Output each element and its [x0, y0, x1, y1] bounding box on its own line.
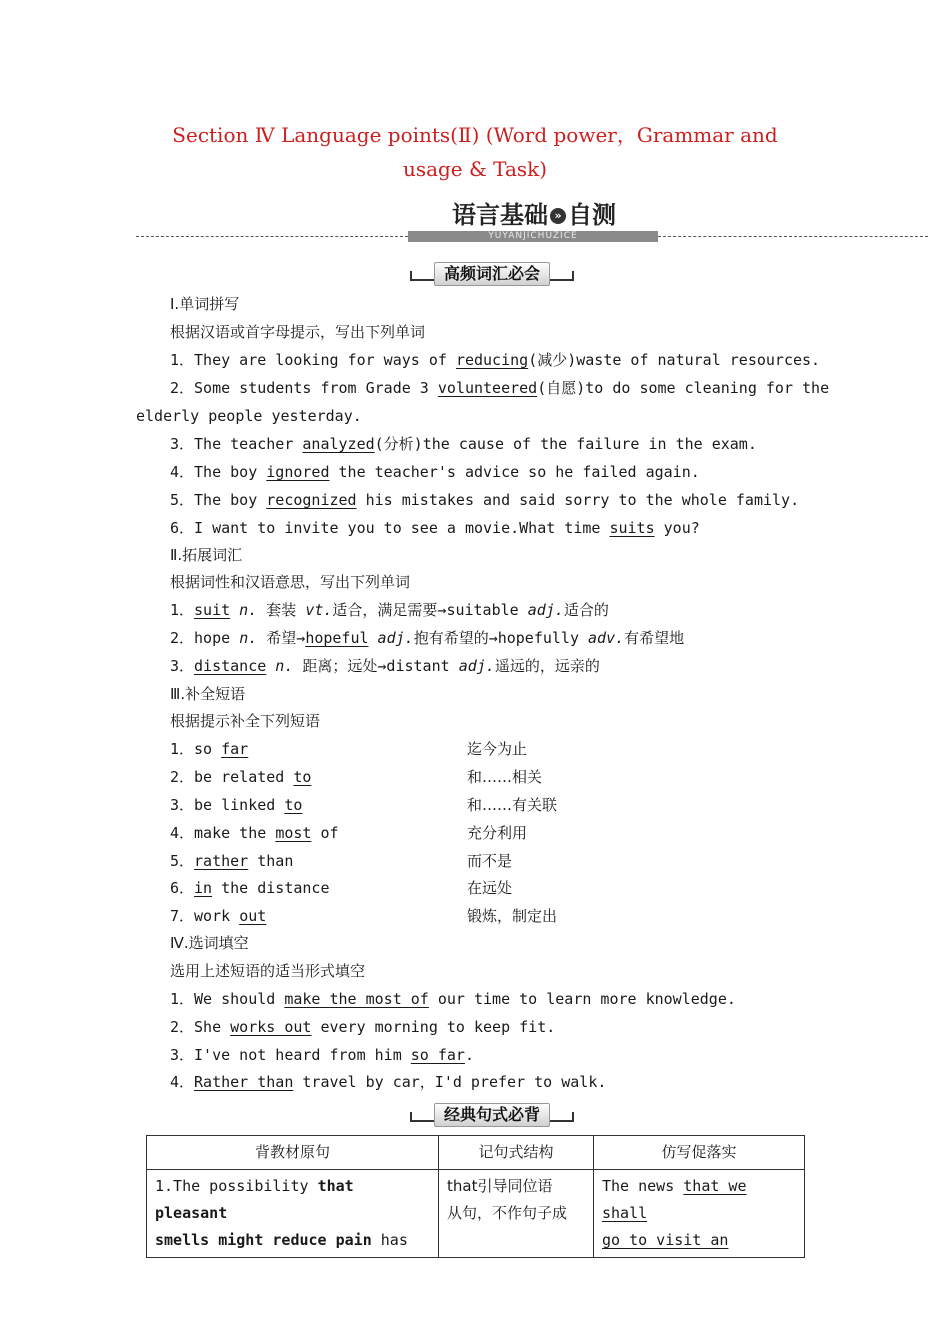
item-text: (减少)waste of natural resources. — [528, 351, 821, 369]
pos-tag: vt. — [305, 601, 333, 619]
item-number: 3． — [170, 435, 195, 453]
item-text: The boy — [194, 463, 267, 481]
answer-blank: ignored — [266, 463, 330, 481]
answer-blank: analyzed — [302, 435, 375, 453]
table-cell-practice — [594, 1170, 805, 1258]
item-text: 希望→ — [257, 629, 306, 647]
item-text: the teacher's advice so he failed again. — [329, 463, 700, 481]
answer-blank: make the most of — [284, 990, 429, 1008]
answer-blank: Rather than — [194, 1073, 294, 1091]
vocab-section-label: 高频词汇必会 — [434, 262, 550, 286]
item-number: 1． — [170, 601, 195, 619]
phrase-item — [170, 878, 330, 898]
cell-text: that引导同位语 — [447, 1177, 553, 1195]
answer-blank: out — [239, 907, 267, 925]
part1-item — [170, 518, 700, 538]
item-text: We should — [194, 990, 285, 1008]
banner-dash-left — [136, 236, 408, 237]
item-text: make the — [194, 824, 276, 842]
answer-blank: most — [275, 824, 312, 842]
vocab-section-header — [410, 261, 574, 287]
item-text: . — [464, 1046, 474, 1064]
item-text: 适合的 — [563, 601, 609, 619]
phrase-meaning: 充分利用 — [467, 824, 528, 842]
part4-instruction: 选用上述短语的适当形式填空 — [170, 962, 366, 980]
item-text: 有希望地 — [624, 629, 685, 647]
cell-text: has — [371, 1231, 408, 1249]
part4-item — [170, 1017, 555, 1037]
banner-pinyin: YUYANJICHUZICE — [408, 231, 658, 242]
part4-item — [170, 1072, 606, 1092]
item-text: I want to invite you to see a movie.What time — [194, 519, 610, 537]
item-text: hope — [194, 629, 240, 647]
phrase-item — [170, 739, 248, 759]
answer-blank: so far — [410, 1046, 465, 1064]
header-right-cap — [572, 1112, 574, 1122]
item-text: The teacher — [194, 435, 303, 453]
answer-blank: suits — [609, 519, 655, 537]
part1-item — [170, 378, 829, 398]
item-text: 适合，满足需要→suitable — [332, 601, 528, 619]
cell-text: 从句，不作句子成 — [447, 1204, 568, 1222]
part1-instruction: 根据汉语或首字母提示，写出下列单词 — [170, 323, 426, 341]
banner-dash-right — [658, 236, 928, 237]
item-text: 距离；远处→distant — [293, 657, 459, 675]
pos-tag: adj. — [458, 657, 495, 675]
item-number: 6． — [170, 519, 195, 537]
part3-instruction: 根据提示补全下列短语 — [170, 712, 321, 730]
banner-sub: 自测 — [568, 201, 616, 229]
item-text: I've not heard from him — [194, 1046, 411, 1064]
table-row — [147, 1170, 805, 1258]
phrase-meaning: 迄今为止 — [467, 740, 528, 758]
item-number: 3． — [170, 1046, 195, 1064]
item-text: The boy — [194, 491, 267, 509]
part1-heading: Ⅰ.单词拼写 — [170, 295, 240, 313]
item-text: our time to learn more knowledge. — [428, 990, 736, 1008]
item-number: 3． — [170, 796, 195, 814]
cell-text: 1.The possibility — [155, 1177, 318, 1195]
phrase-item — [170, 851, 293, 871]
table-header: 记句式结构 — [439, 1136, 594, 1170]
header-right-cap — [572, 271, 574, 281]
pos-tag: adj. — [527, 601, 564, 619]
header-left-cap — [410, 1112, 412, 1122]
part4-item — [170, 1045, 474, 1065]
phrase-item — [170, 795, 302, 815]
item-text: 遥远的，远亲的 — [494, 657, 600, 675]
item-text: every morning to keep fit. — [311, 1018, 556, 1036]
banner-main: 语言基础 — [452, 201, 548, 229]
title-line-1: Section Ⅳ Language points(Ⅱ) (Word power，Grammar and — [172, 123, 778, 147]
item-text: be related — [194, 768, 294, 786]
table-cell-original — [147, 1170, 439, 1258]
item-text: 套装 — [257, 601, 306, 619]
item-number: 4． — [170, 463, 195, 481]
part4-item — [170, 989, 736, 1009]
part2-item — [170, 600, 609, 620]
item-text: you? — [654, 519, 700, 537]
item-text: work — [194, 907, 240, 925]
item-text: than — [248, 852, 294, 870]
cell-text: The news — [602, 1177, 684, 1195]
phrase-item — [170, 823, 339, 843]
item-number: 2． — [170, 379, 195, 397]
cell-bold-text: that pleasant — [155, 1177, 354, 1222]
answer-blank: that we shall — [602, 1177, 747, 1222]
phrase-item — [170, 767, 311, 787]
item-text: be linked — [194, 796, 285, 814]
part1-item — [170, 350, 820, 370]
pos-tag: adj. — [368, 629, 414, 647]
part1-item — [170, 434, 757, 454]
pos-tag: n. — [266, 657, 294, 675]
phrase-meaning: 而不是 — [467, 852, 513, 870]
pos-tag: n. — [230, 601, 258, 619]
part4-heading: Ⅳ.选词填空 — [170, 934, 249, 952]
item-text: his mistakes and said sorry to the whole family. — [356, 491, 800, 509]
answer-blank: suit — [194, 601, 231, 619]
item-number: 4． — [170, 1073, 195, 1091]
item-text: travel by car，I'd prefer to walk. — [293, 1073, 607, 1091]
item-number: 2． — [170, 768, 195, 786]
part2-heading: Ⅱ.拓展词汇 — [170, 546, 243, 564]
answer-blank: to — [293, 768, 312, 786]
answer-blank: in — [194, 879, 213, 897]
part1-item — [170, 462, 700, 482]
item-text: 抱有希望的→hopefully — [413, 629, 589, 647]
part2-item — [170, 656, 600, 676]
item-number: 4． — [170, 824, 195, 842]
item-number: 2． — [170, 629, 195, 647]
item-number: 1． — [170, 351, 195, 369]
answer-blank: reducing — [455, 351, 529, 369]
item-number: 3． — [170, 657, 195, 675]
document-title — [140, 118, 810, 186]
sentences-section-label: 经典句式必背 — [434, 1103, 550, 1127]
table-cell-structure — [439, 1170, 594, 1258]
item-number: 7． — [170, 907, 195, 925]
answer-blank: far — [221, 740, 249, 758]
item-number: 5． — [170, 852, 195, 870]
item-text: so — [194, 740, 222, 758]
phrase-meaning: 在远处 — [467, 879, 513, 897]
answer-blank: recognized — [266, 491, 357, 509]
item-text: Some students from Grade 3 — [194, 379, 438, 397]
answer-blank: distance — [194, 657, 267, 675]
item-text: the distance — [212, 879, 330, 897]
phrase-item — [170, 906, 266, 926]
item-number: 1． — [170, 990, 195, 1008]
part2-item — [170, 628, 684, 648]
header-left-cap — [410, 271, 412, 281]
title-line-2: usage & Task) — [402, 157, 548, 181]
answer-blank: rather — [194, 852, 249, 870]
chevron-icon: » — [550, 208, 566, 224]
answer-blank: hopeful — [305, 629, 369, 647]
phrase-meaning: 和……有关联 — [467, 796, 558, 814]
part1-item-continuation: elderly people yesterday. — [136, 407, 362, 425]
item-text: They are looking for ways of — [194, 351, 456, 369]
item-number: 1． — [170, 740, 195, 758]
part3-heading: Ⅲ.补全短语 — [170, 685, 246, 703]
cell-bold-text: smells might reduce pain — [155, 1231, 372, 1249]
sentences-section-header — [410, 1102, 574, 1128]
banner-title — [434, 200, 634, 230]
part1-item — [170, 490, 799, 510]
item-number: 5． — [170, 491, 195, 509]
table-header: 背教材原句 — [147, 1136, 439, 1170]
sentence-table — [146, 1135, 805, 1258]
answer-blank: works out — [230, 1018, 312, 1036]
pos-tag: adv. — [588, 629, 625, 647]
part2-instruction: 根据词性和汉语意思，写出下列单词 — [170, 573, 411, 591]
item-text: (自愿)to do some cleaning for the — [537, 379, 830, 397]
answer-blank: volunteered — [437, 379, 538, 397]
table-header: 仿写促落实 — [594, 1136, 805, 1170]
item-text: of — [311, 824, 339, 842]
answer-blank: go to visit an — [602, 1231, 729, 1249]
phrase-meaning: 和……相关 — [467, 768, 543, 786]
item-text: She — [194, 1018, 231, 1036]
item-number: 2． — [170, 1018, 195, 1036]
item-text: (分析)the cause of the failure in the exam. — [374, 435, 757, 453]
pos-tag: n. — [239, 629, 258, 647]
item-number: 6． — [170, 879, 195, 897]
answer-blank: to — [284, 796, 303, 814]
phrase-meaning: 锻炼，制定出 — [467, 907, 558, 925]
table-header-row — [147, 1136, 805, 1170]
section-banner — [136, 200, 928, 248]
